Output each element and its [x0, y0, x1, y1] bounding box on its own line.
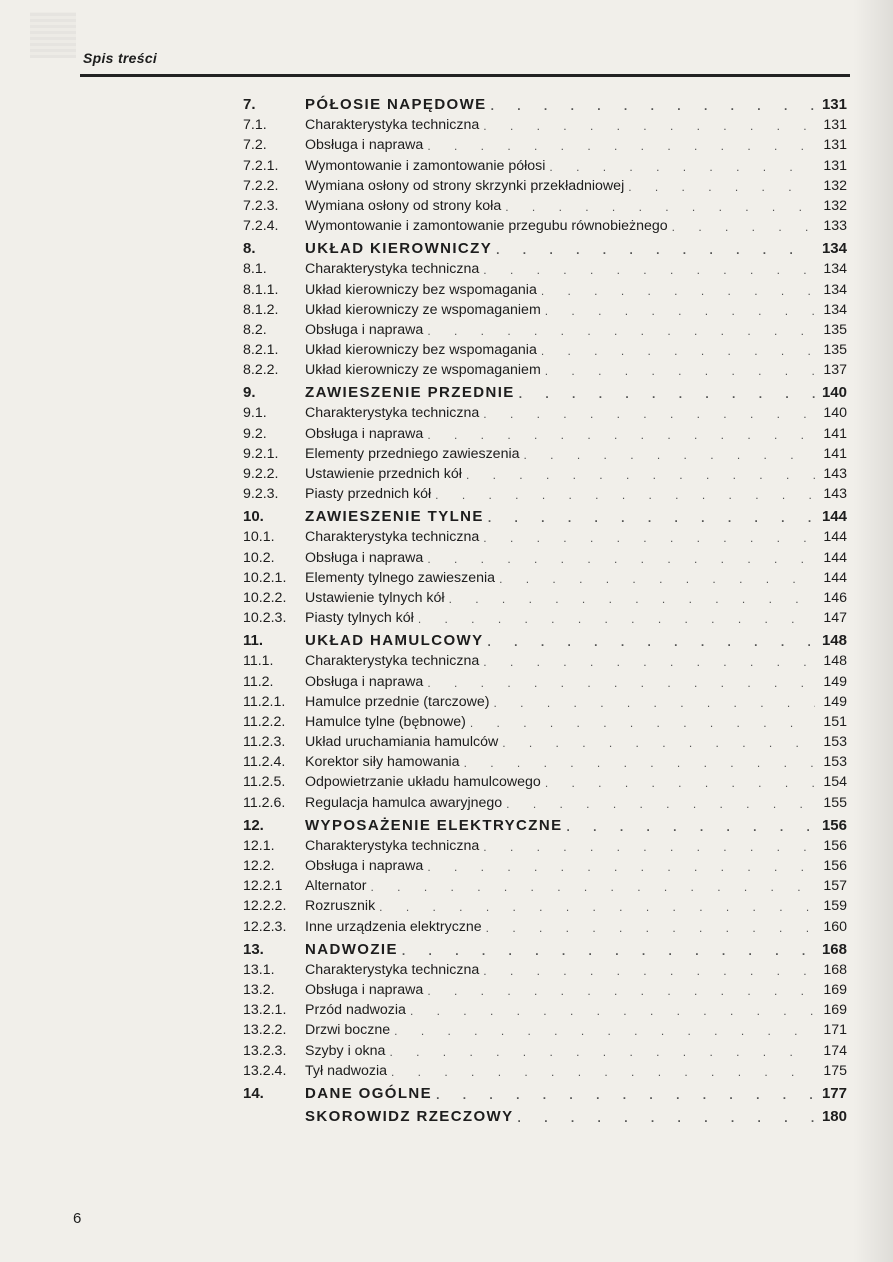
- dot-leader: [499, 572, 815, 586]
- toc-entry: [243, 770, 847, 790]
- toc-entry-page: 131: [823, 137, 847, 154]
- toc-entry-title: Ustawienie tylnych kół: [305, 589, 445, 606]
- dot-leader: [483, 964, 815, 978]
- dot-leader: [502, 736, 815, 750]
- toc-entry-title: Inne urządzenia elektryczne: [305, 918, 482, 935]
- toc-entry-page: 157: [823, 878, 847, 895]
- toc-entry-title: Układ kierowniczy ze wspomaganiem: [305, 301, 541, 318]
- toc-entry-number: 9.2.3.: [243, 486, 279, 503]
- toc-entry-page: 174: [823, 1042, 847, 1059]
- toc-entry-number: 8.2.: [243, 321, 267, 338]
- toc-entry-title: ZAWIESZENIE TYLNE: [305, 508, 484, 526]
- toc-entry: [243, 174, 847, 194]
- toc-entry-page: 140: [823, 405, 847, 422]
- dot-leader: [483, 655, 815, 669]
- toc-entry: [243, 854, 847, 874]
- dot-leader: [567, 820, 816, 834]
- toc-entry-title: Odpowietrzanie układu hamulcowego: [305, 774, 541, 791]
- toc-entry-number: 10.2.1.: [243, 569, 287, 586]
- toc-entry-page: 135: [823, 342, 847, 359]
- toc-entry-number: 9.: [243, 384, 256, 402]
- toc-entry-page: 137: [823, 362, 847, 379]
- dot-leader: [483, 840, 815, 854]
- toc-entry-title: Obsługa i naprawa: [305, 549, 424, 566]
- toc-entry: [243, 462, 847, 482]
- toc-entry-page: 168: [821, 940, 847, 958]
- toc-entry: [243, 421, 847, 441]
- toc-entry: [243, 401, 847, 421]
- toc-entry-title: Drzwi boczne: [305, 1022, 391, 1039]
- toc-entry-number: 13.2.4.: [243, 1062, 287, 1079]
- dot-leader: [483, 407, 815, 421]
- toc-entry-title: Charakterystyka techniczna: [305, 117, 480, 134]
- toc-entry-page: 155: [823, 794, 847, 811]
- toc-entry: [243, 338, 847, 358]
- toc-entry-number: 9.1.: [243, 405, 267, 422]
- toc-chapter: [243, 378, 847, 401]
- toc-entry-page: 131: [823, 117, 847, 134]
- toc-entry-page: 131: [823, 157, 847, 174]
- toc-entry-number: 7.1.: [243, 117, 267, 134]
- toc-entry-title: Układ uruchamiania hamulców: [305, 734, 499, 751]
- toc-entry-page: 143: [823, 466, 847, 482]
- toc-entry-title: UKŁAD KIEROWNICZY: [305, 240, 493, 258]
- toc-entry-page: 132: [823, 197, 847, 214]
- dot-leader: [519, 387, 815, 401]
- toc-entry-page: 149: [823, 693, 847, 710]
- toc-entry-title: Charakterystyka techniczna: [305, 653, 480, 670]
- toc-entry-page: 175: [823, 1062, 847, 1079]
- dot-leader: [427, 552, 815, 566]
- dot-leader: [449, 592, 815, 606]
- toc-entry-number: 7.2.1.: [243, 157, 279, 174]
- toc-entry: [243, 669, 847, 689]
- toc-entry: [243, 958, 847, 978]
- scan-artifact: [30, 12, 76, 58]
- toc-entry-title: NADWOZIE: [305, 940, 398, 958]
- toc-entry: [243, 133, 847, 153]
- toc-entry-page: 159: [823, 898, 847, 915]
- toc-entry-number: 8.2.1.: [243, 342, 279, 359]
- toc-entry: [243, 894, 847, 914]
- toc-entry-page: 131: [821, 96, 847, 113]
- toc-entry-number: 8.1.: [243, 261, 267, 278]
- toc-entry: [243, 358, 847, 378]
- toc-entry-title: Elementy tylnego zawieszenia: [305, 569, 496, 586]
- toc-entry: [243, 257, 847, 277]
- dot-leader: [410, 1004, 815, 1018]
- dot-leader: [427, 139, 815, 153]
- toc-entry-title: DANE OGÓLNE: [305, 1084, 433, 1102]
- toc-entry-number: 13.2.2.: [243, 1022, 287, 1039]
- toc-entry-page: 143: [823, 486, 847, 503]
- toc-entry-title: Korektor siły hamowania: [305, 754, 460, 771]
- toc-entry-title: Wymiana osłony od strony koła: [305, 197, 502, 214]
- dot-leader: [672, 220, 815, 234]
- toc-entry: [243, 482, 847, 502]
- dot-leader: [427, 860, 815, 874]
- toc-entry-number: 8.2.2.: [243, 362, 279, 379]
- dot-leader: [518, 1111, 815, 1125]
- toc-entry-number: 13.2.: [243, 981, 275, 998]
- toc-entry-number: 10.2.3.: [243, 610, 287, 627]
- dot-leader: [464, 756, 815, 770]
- toc-entry-page: 149: [823, 673, 847, 690]
- dot-leader: [541, 284, 815, 298]
- toc-entry-page: 168: [823, 961, 847, 978]
- toc-entry: [243, 1059, 847, 1079]
- toc-entry-page: 148: [821, 632, 847, 650]
- toc-chapter: [243, 811, 847, 834]
- toc-entry-page: 156: [823, 858, 847, 874]
- dot-leader: [391, 1065, 815, 1079]
- toc-entry: [243, 298, 847, 318]
- toc-entry-title: Hamulce przednie (tarczowe): [305, 693, 490, 710]
- dot-leader: [436, 1088, 815, 1102]
- toc-entry-page: 171: [823, 1022, 847, 1039]
- toc-entry-title: Obsługa i naprawa: [305, 321, 424, 338]
- toc-entry-page: 177: [821, 1084, 847, 1102]
- dot-leader: [505, 200, 815, 214]
- toc-entry-page: 156: [821, 816, 847, 834]
- toc-entry-page: 144: [823, 529, 847, 546]
- toc-entry: [243, 318, 847, 338]
- dot-leader: [470, 716, 815, 730]
- dot-leader: [491, 99, 815, 113]
- toc-entry-page: 134: [823, 301, 847, 318]
- toc-entry-title: Wymiana osłony od strony skrzynki przekładniowej: [305, 177, 625, 194]
- toc-entry: [243, 586, 847, 606]
- dot-leader: [541, 344, 815, 358]
- toc-entry-number: 12.2.2.: [243, 898, 287, 915]
- toc-chapter: [243, 626, 847, 649]
- toc-entry-page: 147: [823, 610, 847, 627]
- toc-entry-page: 133: [823, 218, 847, 235]
- header-rule: [80, 74, 850, 77]
- toc-entry-page: 148: [823, 653, 847, 670]
- toc-entry-title: Obsługa i naprawa: [305, 137, 424, 154]
- dot-leader: [379, 900, 815, 914]
- toc-entry-title: Układ kierowniczy bez wspomagania: [305, 342, 537, 359]
- toc-chapter: [243, 502, 847, 525]
- toc-entry-page: 154: [823, 774, 847, 791]
- toc-entry: [243, 710, 847, 730]
- toc-entry-number: 11.2.2.: [243, 713, 286, 730]
- toc-entry-page: 180: [821, 1107, 847, 1125]
- toc-entry-title: Wymontowanie i zamontowanie półosi: [305, 157, 546, 174]
- toc-entry-number: 8.: [243, 240, 256, 258]
- toc-entry-number: 10.1.: [243, 529, 275, 546]
- toc-entry-number: 7.: [243, 96, 256, 113]
- dot-leader: [371, 880, 815, 894]
- dot-leader: [487, 635, 815, 649]
- toc-entry-number: 11.2.1.: [243, 693, 286, 710]
- toc-entry-title: Obsługa i naprawa: [305, 858, 424, 874]
- toc-entry: [243, 1038, 847, 1058]
- dot-leader: [483, 531, 815, 545]
- toc-entry: [243, 606, 847, 626]
- dot-leader: [483, 263, 815, 277]
- toc-entry: [243, 277, 847, 297]
- dot-leader: [483, 119, 815, 133]
- toc-entry-page: 141: [823, 445, 847, 462]
- toc-entry-page: 135: [823, 321, 847, 338]
- toc-entry-page: 160: [823, 918, 847, 935]
- toc-entry: [243, 525, 847, 545]
- toc-entry-number: 10.2.: [243, 549, 275, 566]
- toc-entry-number: 8.1.1.: [243, 281, 279, 298]
- toc-entry-page: 153: [823, 754, 847, 771]
- dot-leader: [466, 468, 815, 482]
- toc-entry-number: 11.2.4.: [243, 754, 286, 771]
- toc-entry: [243, 874, 847, 894]
- toc-entry-title: Charakterystyka techniczna: [305, 405, 480, 422]
- dot-leader: [427, 984, 815, 998]
- dot-leader: [427, 428, 815, 442]
- toc-entry-title: Układ kierowniczy bez wspomagania: [305, 281, 537, 298]
- toc-entry-title: Charakterystyka techniczna: [305, 961, 480, 978]
- dot-leader: [427, 324, 815, 338]
- toc-entry-page: 153: [823, 734, 847, 751]
- toc-entry-title: PÓŁOSIE NAPĘDOWE: [305, 96, 487, 113]
- toc-entry-page: 144: [823, 549, 847, 566]
- toc-chapter: [243, 1079, 847, 1102]
- dot-leader: [549, 160, 815, 174]
- toc-entry: [243, 1018, 847, 1038]
- toc-entry-title: Charakterystyka techniczna: [305, 529, 480, 546]
- toc-entry-number: 10.: [243, 508, 264, 526]
- toc-entry-number: 13.2.1.: [243, 1002, 287, 1019]
- toc-entry-number: 12.1.: [243, 837, 275, 854]
- toc-entry-title: WYPOSAŻENIE ELEKTRYCZNE: [305, 816, 563, 834]
- toc-entry: [243, 566, 847, 586]
- toc-entry-page: 151: [823, 713, 847, 730]
- toc-entry-number: 11.2.6.: [243, 794, 286, 811]
- toc-entry-number: 7.2.: [243, 137, 267, 154]
- dot-leader: [545, 776, 815, 790]
- toc-chapter: [243, 1102, 847, 1125]
- toc-entry: [243, 998, 847, 1018]
- toc-entry: [243, 750, 847, 770]
- toc-entry-page: 134: [823, 261, 847, 278]
- toc-entry-number: 12.2.: [243, 858, 275, 874]
- toc-entry-title: Regulacja hamulca awaryjnego: [305, 794, 503, 811]
- dot-leader: [435, 488, 815, 502]
- toc-entry-title: SKOROWIDZ RZECZOWY: [305, 1107, 514, 1125]
- toc-entry-number: 12.: [243, 816, 264, 834]
- toc-entry-title: Obsługa i naprawa: [305, 425, 424, 442]
- toc-entry-number: 11.2.3.: [243, 734, 286, 751]
- toc-entry-title: Elementy przedniego zawieszenia: [305, 445, 520, 462]
- dot-leader: [494, 696, 815, 710]
- toc-entry: [243, 194, 847, 214]
- toc-entry-page: 140: [821, 384, 847, 402]
- page-edge-shadow: [853, 0, 893, 1262]
- toc-entry-page: 134: [821, 240, 847, 258]
- toc-entry: [243, 690, 847, 710]
- toc-entry-title: Wymontowanie i zamontowanie przegubu równobieżnego: [305, 218, 668, 235]
- dot-leader: [402, 944, 815, 958]
- dot-leader: [506, 797, 815, 811]
- toc-entry-page: 134: [823, 281, 847, 298]
- toc-entry-title: UKŁAD HAMULCOWY: [305, 632, 484, 650]
- toc-entry-number: 7.2.4.: [243, 218, 279, 235]
- toc-entry-number: 10.2.2.: [243, 589, 287, 606]
- toc-chapter: [243, 935, 847, 958]
- toc-entry-number: 7.2.3.: [243, 197, 279, 214]
- toc-entry-title: Piasty przednich kół: [305, 486, 432, 503]
- toc-chapter: [243, 234, 847, 257]
- toc-entry: [243, 214, 847, 234]
- toc-entry-title: Charakterystyka techniczna: [305, 837, 480, 854]
- toc-chapter: [243, 90, 847, 113]
- toc-entry-page: 169: [823, 1002, 847, 1019]
- toc-entry: [243, 649, 847, 669]
- dot-leader: [389, 1045, 815, 1059]
- toc-entry: [243, 730, 847, 750]
- toc-entry-title: Piasty tylnych kół: [305, 610, 414, 627]
- dot-leader: [488, 511, 815, 525]
- dot-leader: [486, 921, 815, 935]
- toc-entry: [243, 153, 847, 173]
- page-number: 6: [73, 1210, 82, 1227]
- toc-entry-number: 13.1.: [243, 961, 275, 978]
- dot-leader: [394, 1024, 815, 1038]
- dot-leader: [418, 612, 815, 626]
- toc-entry-title: Szyby i okna: [305, 1042, 386, 1059]
- toc-entry-page: 132: [823, 177, 847, 194]
- toc-entry-page: 141: [823, 425, 847, 442]
- toc-entry-number: 14.: [243, 1084, 264, 1102]
- dot-leader: [524, 448, 815, 462]
- toc-entry-page: 169: [823, 981, 847, 998]
- toc-entry-title: Układ kierowniczy ze wspomaganiem: [305, 362, 541, 379]
- dot-leader: [545, 304, 815, 318]
- toc-entry-title: ZAWIESZENIE PRZEDNIE: [305, 384, 515, 402]
- toc-entry-number: 7.2.2.: [243, 177, 279, 194]
- dot-leader: [628, 180, 815, 194]
- dot-leader: [545, 364, 815, 378]
- toc-entry-title: Obsługa i naprawa: [305, 673, 424, 690]
- toc-entry: [243, 790, 847, 810]
- toc-entry-page: 144: [823, 569, 847, 586]
- toc-entry-number: 11.2.5.: [243, 774, 286, 791]
- dot-leader: [427, 676, 815, 690]
- toc-entry-number: 9.2.2.: [243, 466, 279, 482]
- toc-entry-number: 13.: [243, 940, 264, 958]
- toc-entry: [243, 442, 847, 462]
- toc-entry-number: 12.2.3.: [243, 918, 287, 935]
- toc-entry-title: Charakterystyka techniczna: [305, 261, 480, 278]
- toc-entry-title: Alternator: [305, 878, 367, 895]
- toc-entry-page: 156: [823, 837, 847, 854]
- toc-entry-title: Rozrusznik: [305, 898, 376, 915]
- toc-entry-title: Przód nadwozia: [305, 1002, 406, 1019]
- table-of-contents: [243, 90, 847, 1125]
- toc-entry-number: 9.2.1.: [243, 445, 279, 462]
- toc-entry: [243, 914, 847, 934]
- toc-entry-title: Hamulce tylne (bębnowe): [305, 713, 466, 730]
- toc-entry-page: 146: [823, 589, 847, 606]
- toc-entry-number: 9.2.: [243, 425, 267, 442]
- toc-entry-number: 11.: [243, 632, 264, 650]
- toc-entry-number: 13.2.3.: [243, 1042, 287, 1059]
- toc-entry-number: 12.2.1: [243, 878, 283, 895]
- toc-entry-number: 11.1.: [243, 653, 274, 670]
- toc-entry-title: Obsługa i naprawa: [305, 981, 424, 998]
- toc-entry-title: Ustawienie przednich kół: [305, 466, 462, 482]
- toc-entry: [243, 834, 847, 854]
- dot-leader: [496, 243, 815, 257]
- toc-entry-number: 11.2.: [243, 673, 274, 690]
- toc-entry-title: Tył nadwozia: [305, 1062, 388, 1079]
- toc-entry: [243, 113, 847, 133]
- toc-entry: [243, 978, 847, 998]
- section-title: Spis treści: [83, 50, 158, 66]
- toc-entry-number: 8.1.2.: [243, 301, 279, 318]
- toc-entry-page: 144: [821, 508, 847, 526]
- toc-entry: [243, 545, 847, 565]
